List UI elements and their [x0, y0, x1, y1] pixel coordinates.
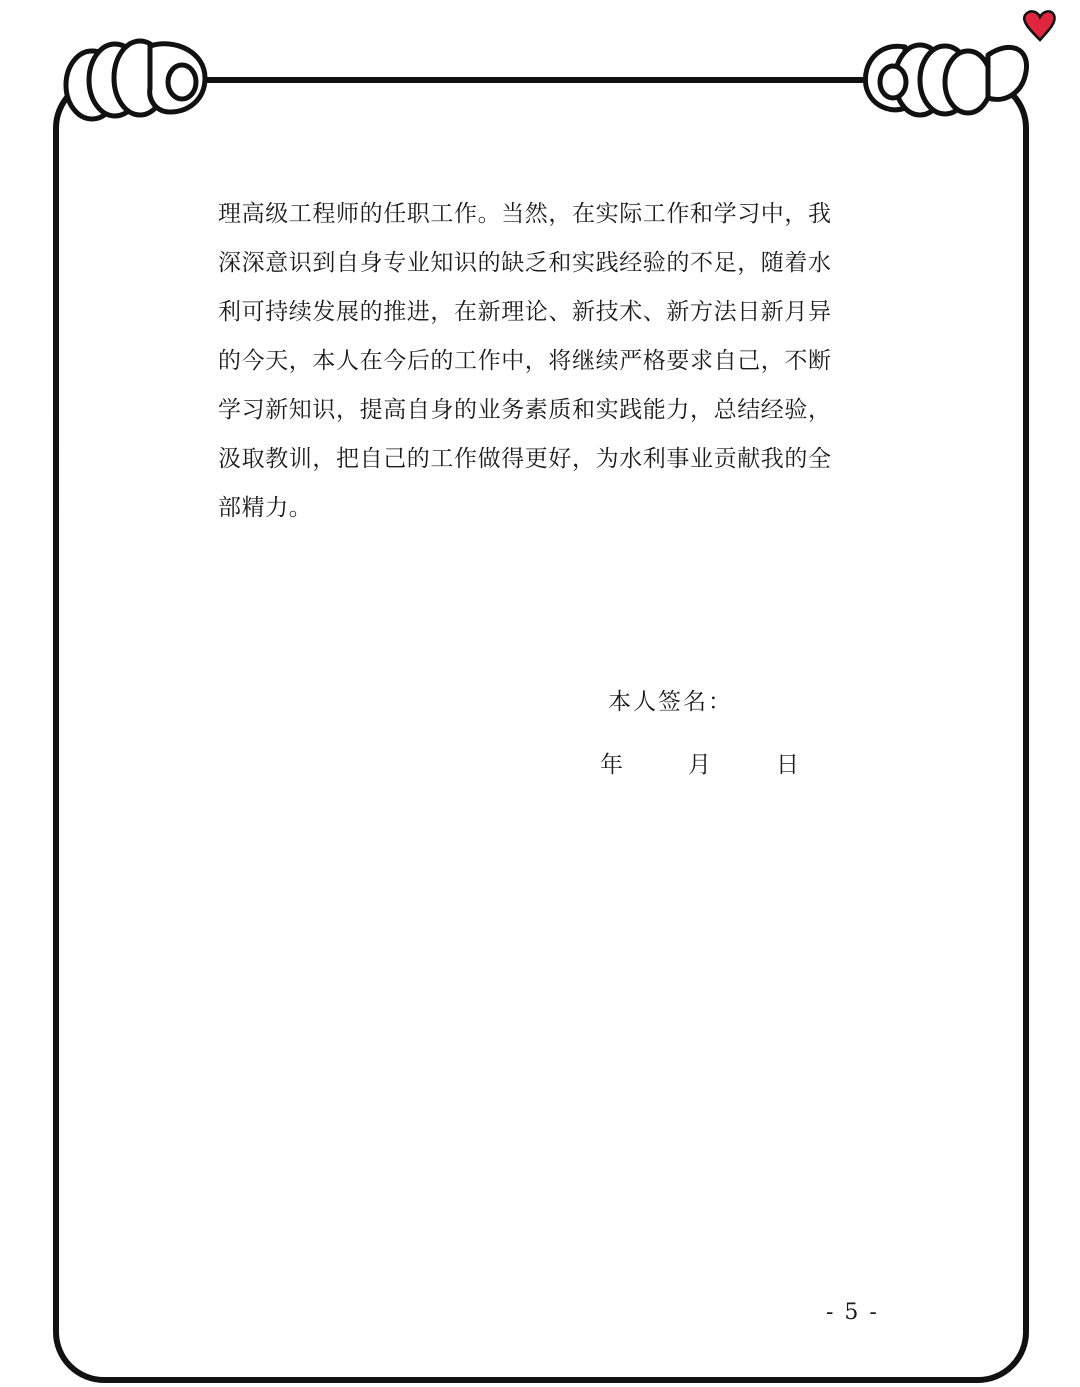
body-line: 汲取教训，把自己的工作做得更好，为水利事业贡献我的全: [218, 446, 832, 472]
date-month-label: 月: [688, 752, 711, 778]
body-line: 部精力。: [218, 495, 313, 521]
heart-icon: [1024, 11, 1054, 40]
page-number: - 5 -: [826, 1300, 879, 1325]
right-glove-icon: [865, 45, 1026, 115]
date-year-label: 年: [600, 752, 623, 778]
body-line: 利可持续发展的推进，在新理论、新技术、新方法日新月异: [218, 299, 832, 325]
left-glove-icon: [66, 41, 205, 119]
signature-label: 本人签名：: [608, 689, 733, 715]
body-line: 深深意识到自身专业知识的缺乏和实践经验的不足，随着水: [218, 250, 832, 276]
statement-body: [218, 190, 870, 533]
date-day-label: 日: [776, 752, 799, 778]
body-line: 的今天，本人在今后的工作中，将继续严格要求自己，不断: [218, 348, 832, 374]
body-line: 学习新知识，提高自身的业务素质和实践能力，总结经验，: [218, 397, 832, 423]
body-line: 理高级工程师的任职工作。当然，在实际工作和学习中，我: [218, 201, 832, 227]
